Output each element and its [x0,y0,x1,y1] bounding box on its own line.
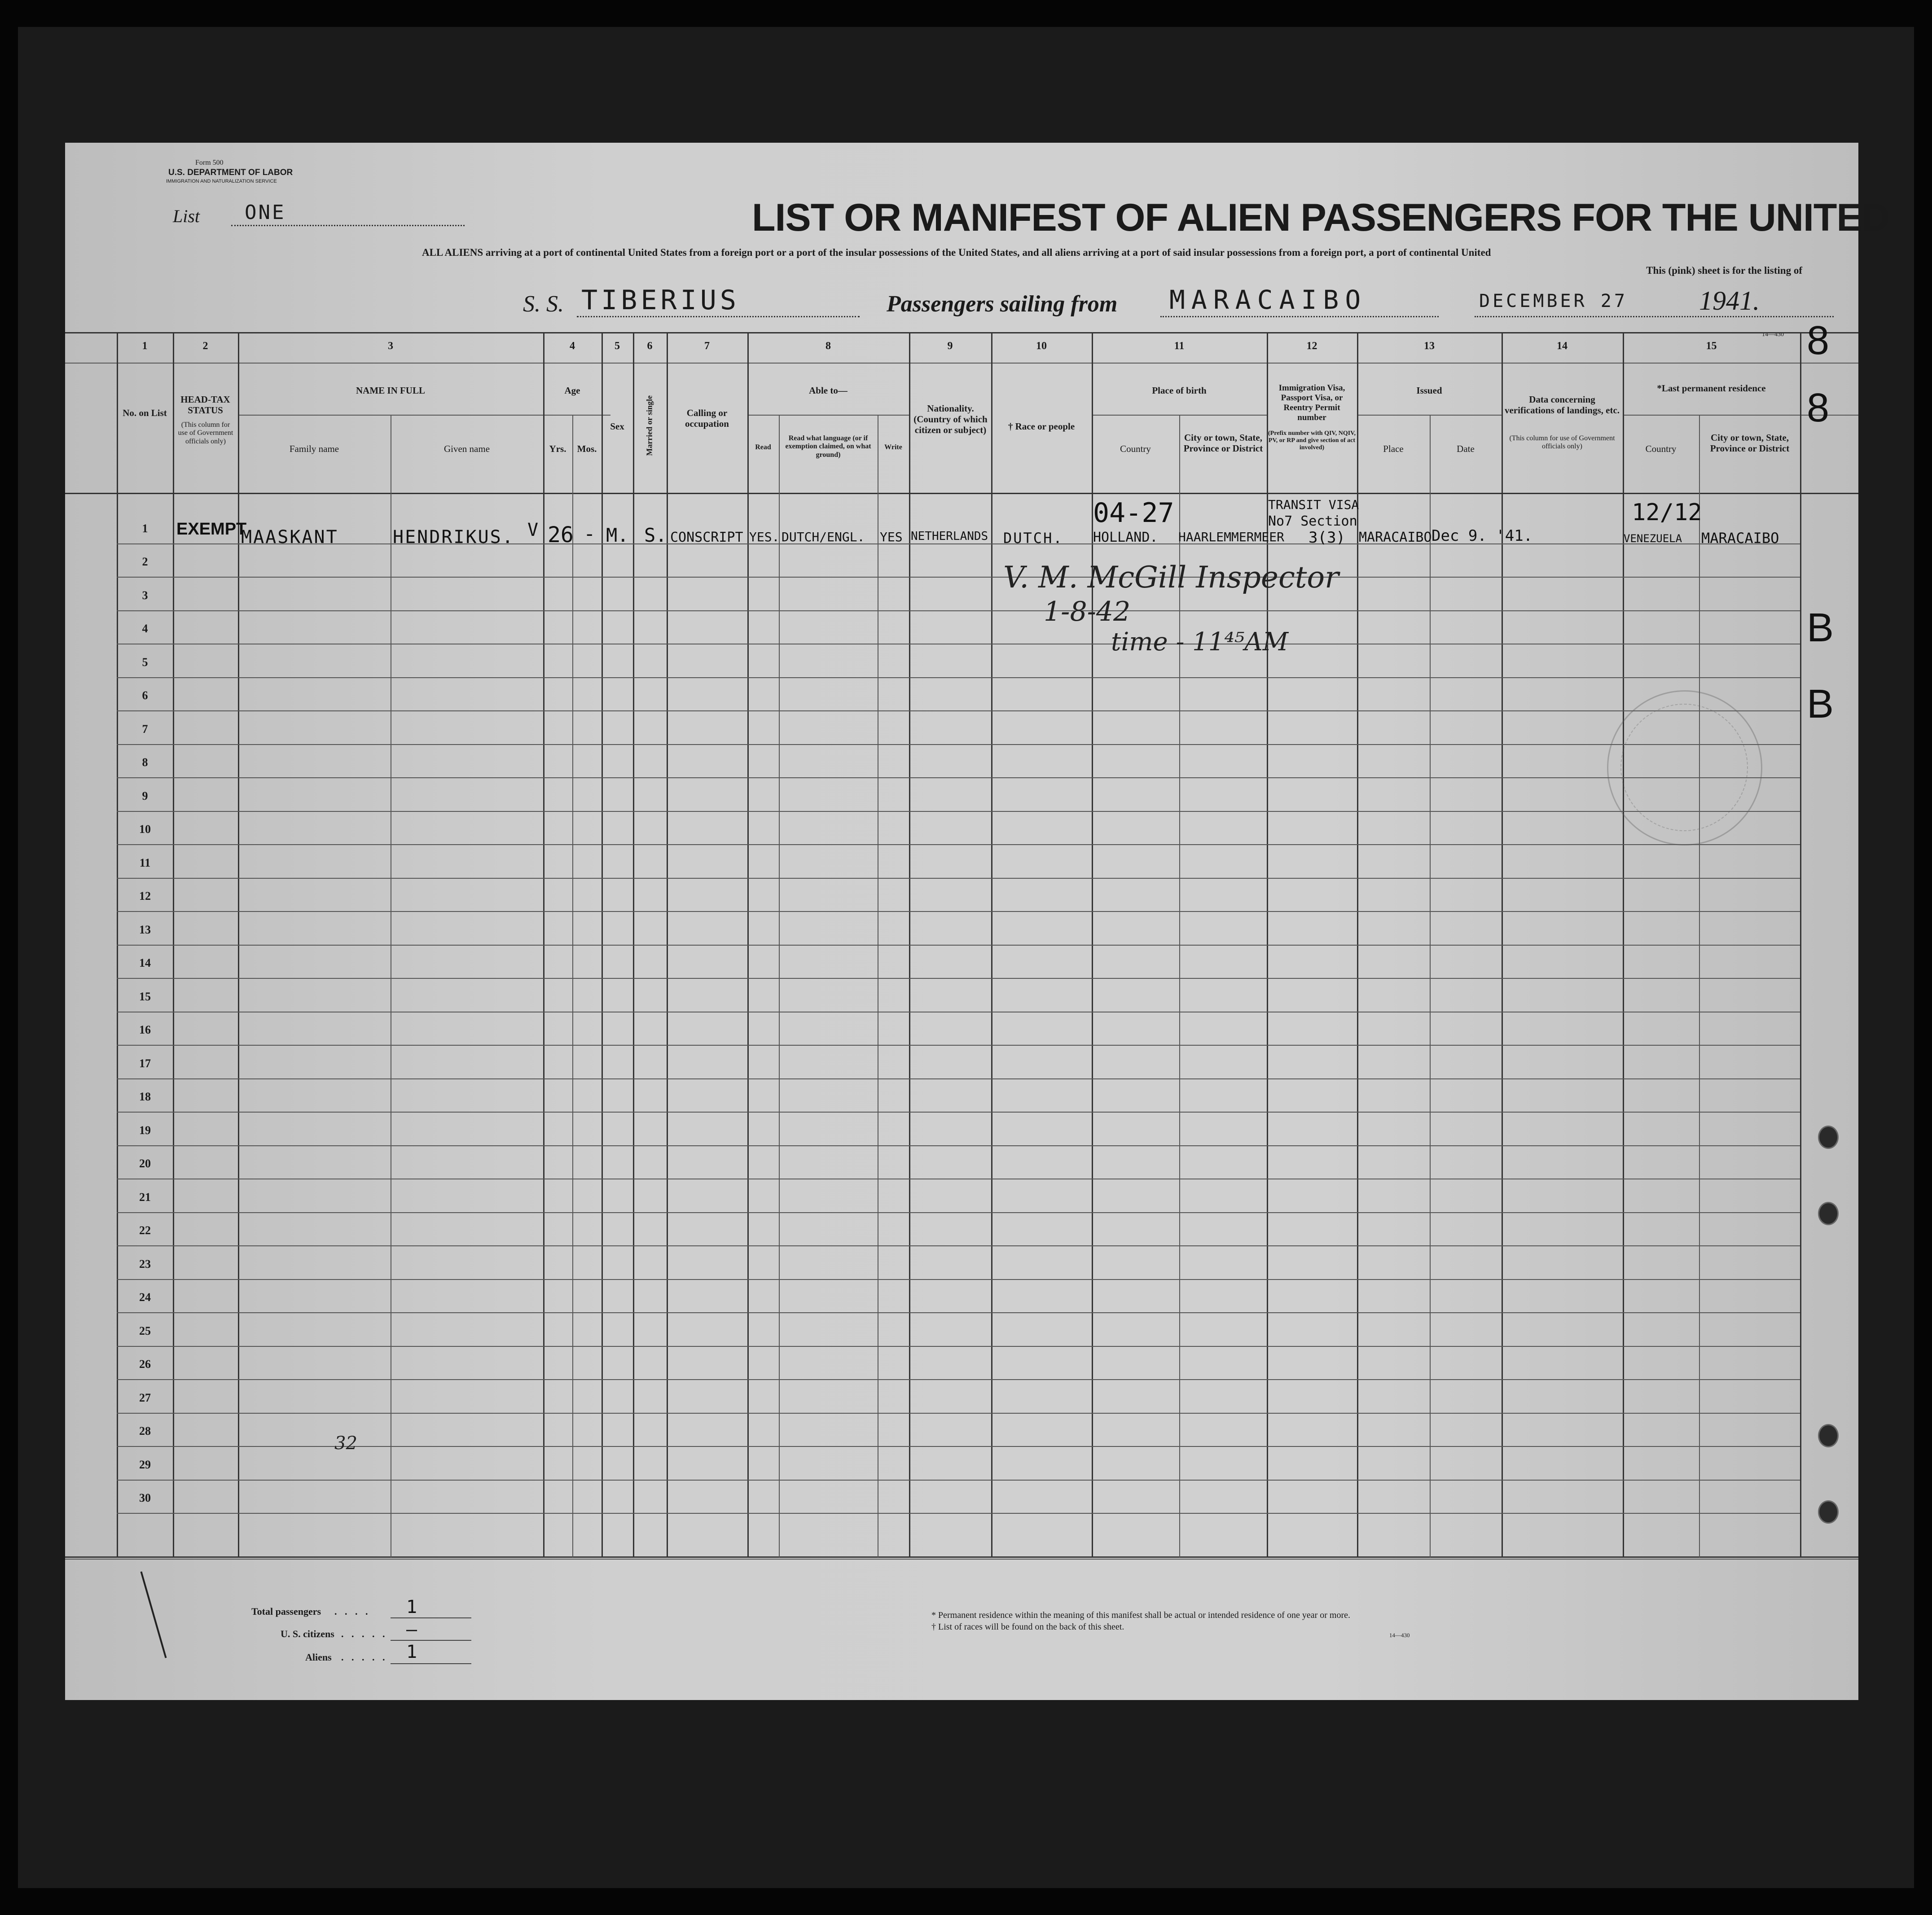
row-divider [117,1379,1800,1380]
hdr-birth-city: City or town, State, Province or District [1183,432,1263,454]
hdr-write: Write [884,443,902,451]
col-num-5: 5 [615,340,620,352]
sailing-date: DECEMBER 27 [1479,291,1628,311]
row-number: 25 [139,1324,151,1337]
footnote-code: 14—430 [1389,1632,1410,1639]
row-number: 21 [139,1190,151,1204]
row-number: 2 [142,555,148,568]
tab-mark-4: B [1807,682,1834,727]
us-citizens-label: U. S. citizens [281,1628,334,1639]
pink-sheet-note: This (pink) sheet is for the listing of [1646,265,1802,276]
tab-mark-3: B [1807,605,1834,650]
sailing-label: Passengers sailing from [887,291,1118,317]
row-number: 22 [139,1224,151,1237]
punch-hole [1818,1202,1839,1225]
row-number: 10 [139,823,151,836]
row-number: 16 [139,1023,151,1036]
page-mark: 32 [334,1433,357,1454]
entry-age-mos: - [584,522,596,545]
hdr-lr-city: City or town, State, Province or District [1710,432,1790,454]
punch-hole [1818,1500,1839,1524]
hdr-married: Married or single [645,395,654,456]
entry-nationality: NETHERLANDS [911,530,988,543]
row-divider [117,1112,1800,1113]
entry-visa-line2: No7 Section [1268,513,1357,529]
row-number: 15 [139,990,151,1003]
date-underline [1475,316,1834,317]
entry-race: DUTCH. [1003,530,1063,547]
row-number: 23 [139,1257,151,1271]
col-num-8: 8 [825,340,831,352]
list-number: ONE [245,201,286,224]
row-number: 26 [139,1358,151,1371]
hdr-read-language: Read what language (or if exemption claimed, on what ground) [785,434,871,459]
film-edge-right [1914,0,1932,1915]
hdr-read: Read [755,443,771,451]
entry-lr-country: VENEZUELA [1624,532,1682,545]
hdr-visa-note: (Prefix number with QIV, NQIV, PV, or RP and give section of act involved) [1268,430,1356,451]
form-code: 14—430 [1762,331,1784,338]
row-divider [117,878,1800,879]
col-num-9: 9 [947,340,953,352]
col-num-10: 10 [1036,340,1047,352]
entry-lr-city: MARACAIBO [1701,530,1779,547]
row-divider [117,777,1800,778]
row-number: 13 [139,923,151,936]
hdr-name-in-full: NAME IN FULL [356,385,425,396]
row-divider [117,1346,1800,1347]
row-number: 8 [142,756,148,769]
entry-birth-country: HOLLAND. [1093,530,1158,545]
film-edge-left [0,0,18,1915]
film-edge-bottom [0,1888,1932,1915]
row-number: 5 [142,655,148,669]
manifest-title: LIST OR MANIFEST OF ALIEN PASSENGERS FOR THE UNITED [752,196,1889,239]
sailing-port: MARACAIBO [1169,285,1367,315]
ship-label: S. S. [523,291,564,317]
department: U.S. DEPARTMENT OF LABOR [168,168,293,177]
tab-mark-1: 8 [1807,318,1830,363]
row-divider [117,1279,1800,1280]
row-divider [117,710,1800,711]
footnote-residence: * Permanent residence within the meaning of this manifest shall be actual or intended residence of one year or more. [931,1610,1351,1620]
hdr-family-name: Family name [289,443,339,454]
entry-sex: M. [606,524,629,546]
hdr-no-on-list: No. on List [123,408,167,418]
row-number: 29 [139,1458,151,1471]
entry-age-yrs: 26 [548,522,574,548]
row-number: 3 [142,588,148,602]
hdr-yrs: Yrs. [549,443,566,454]
hdr-issued-place: Place [1383,443,1404,454]
footnote-races: † List of races will be found on the back of this sheet. [931,1622,1124,1632]
form-number: Form 500 [195,159,224,167]
row-number: 17 [139,1056,151,1070]
row-number: 6 [142,689,148,702]
intro-text: ALL ALIENS arriving at a port of continental United States from a foreign port or a port of the insular possessions of the United States, and all aliens arriving at a port of said insular possessions from a foreign port, a port of continental United [422,247,1491,258]
entry-check-mark: V [527,520,539,540]
hdr-calling: Calling or occupation [685,408,729,429]
row-divider [117,811,1800,812]
entry-read: YES. [749,530,780,544]
hdr-race: † Race or people [1008,421,1075,432]
aliens-label: Aliens [305,1652,332,1663]
col-num-6: 6 [647,340,653,352]
col-num-3: 3 [388,340,393,352]
service-name: IMMIGRATION AND NATURALIZATION SERVICE [166,179,277,184]
hdr-visa: Immigration Visa, Passport Visa, or Reentry Permit number [1278,383,1345,422]
col-num-7: 7 [704,340,710,352]
punch-hole [1818,1126,1839,1149]
row-number: 12 [139,890,151,903]
entry-issued-date: Dec 9. '41. [1431,527,1533,545]
row-divider [117,978,1800,979]
row-divider [117,1078,1800,1079]
ship-underline [577,316,860,317]
row-number: 11 [139,856,151,869]
row-divider [117,1513,1800,1514]
row-divider [117,1312,1800,1313]
entry-visa-line3: 3(3) [1308,529,1345,547]
row-number: 27 [139,1391,151,1404]
ship-name: TIBERIUS [581,285,740,316]
list-label: List [173,206,200,226]
hdr-lr-country: Country [1645,443,1677,454]
col-num-4: 4 [570,340,575,352]
hdr-given-name: Given name [443,443,490,454]
row-divider [117,844,1800,845]
row-number: 30 [139,1491,151,1504]
row-divider [117,1480,1800,1481]
manifest-sheet: Form 500 U.S. DEPARTMENT OF LABOR IMMIGRATION AND NATURALIZATION SERVICE List ONE LIST OR MANIFEST OF ALIEN PASSENGERS FOR THE UNITED ALL ALIENS arriving at a port of continental United States from a foreign port or a port of the insular possessions of the United States, and all aliens arriving at a port of said insular possessions from a foreign port, a port of continental United This (pink) sheet is for the listing of S. S. TIBERIUS Passengers sailing from MARACAIBO DECEMBER 27 1941. 14—430 1 2 3 4 5 6 7 8 9 10 11 12 13 14 15 No. on List HEAD-TAX STATUS (This column for use of Government officials only) NAME IN FULL Family name Given name Age Yrs. Mos. Sex Married or single Calling or occupation Able to— Read Read what language (or if exemption claimed, on what ground) Write Nationality. (Country of which citizen or subject) † Race or people Place of birth Country City or town, State, Province or District Immigration Visa, Passport Visa, or Reentry Permit number (Prefix number with QIV, NQIV, PV, or RP and give section of act involved) Issued Place Date Data concerning verifications of landings, etc. (This column for use of Government officials only) *Last permanent residence Country City or town, State, Province or District 1 2 3 4 5 6 7 8 9 10 11 12 13 14 15 16 17 18 19 20 21 22 23 24 25 26 27 28 29 30 EXEMPT MAASKANT HENDRIKUS. V 26 - M. S. CONSCRIPT YES. DUTCH/ENGL. YES NETHERLANDS DUTCH. HOLLAND. HAARLEMMERMEER TRANSIT VISA No7 Section 3(3) MARACAIBO Dec 9. '41. VENEZUELA MARACAIBO 04-27 12/12 V. M. McGill Inspector 1-8-42 time - 11⁴⁵AM 32 Total passengers . . . . 1 U. S. citizens . . . . . — Aliens . . . . . 1 * Permanent residence within the meaning of this manifest shall be actual or intended residence of one year or more. † List of races will be found on the back of this sheet. 14—430 8 8 B B [65,143,1858,1700]
row-divider [117,1145,1800,1146]
hdr-birth-country: Country [1120,443,1151,454]
row-divider [117,1212,1800,1213]
col-num-12: 12 [1306,340,1317,352]
row-divider [117,610,1800,611]
row-divider [117,744,1800,745]
entry-language: DUTCH/ENGL. [782,530,865,544]
row-number: 20 [139,1157,151,1170]
row-divider [117,1245,1800,1246]
hdr-able-to: Able to— [809,385,847,396]
row-divider [117,1446,1800,1447]
hdr-issued-date: Date [1457,443,1475,454]
hdr-sex: Sex [610,421,624,432]
col-num-13: 13 [1424,340,1435,352]
row-divider [117,1413,1800,1414]
col-num-14: 14 [1557,340,1568,352]
annotation-code: 04-27 [1093,497,1174,529]
row-number: 1 [142,521,148,535]
row-number: 28 [139,1424,151,1437]
col-num-15: 15 [1706,340,1717,352]
hdr-data-note: (This column for use of Government officials only) [1509,434,1615,451]
total-passengers: 1 [406,1597,417,1617]
row-number: 24 [139,1291,151,1304]
hdr-age: Age [564,385,580,396]
us-citizens: — [406,1619,417,1640]
row-number: 14 [139,956,151,969]
entry-given-name: HENDRIKUS. [393,527,514,548]
entry-issued-place: MARACAIBO [1359,530,1432,545]
row-number: 4 [142,622,148,635]
aliens-count: 1 [406,1642,417,1662]
row-number: 19 [139,1123,151,1137]
inspector-date: 1-8-42 [1044,596,1131,627]
hdr-head-tax: HEAD-TAX STATUS [180,394,230,416]
sailing-year: 1941. [1699,286,1760,316]
col-num-1: 1 [142,340,148,352]
hdr-data-concerning: Data concerning verifications of landings, etc. [1504,394,1620,416]
row-divider [117,911,1800,912]
annotation-lr: 12/12 [1632,499,1702,526]
entry-married: S. [644,524,667,546]
hdr-head-tax-note: (This column for use of Government officials only) [178,421,233,445]
port-underline [1160,316,1439,317]
row-divider [117,543,1800,544]
hdr-place-of-birth: Place of birth [1152,385,1207,396]
embossed-seal-inner [1620,704,1748,831]
row-number: 18 [139,1090,151,1103]
row-divider [117,677,1800,678]
hdr-last-residence: *Last permanent residence [1657,383,1766,394]
punch-hole [1818,1424,1839,1447]
col-num-11: 11 [1174,340,1185,352]
entry-occupation: CONSCRIPT [670,530,743,545]
entry-visa-line1: TRANSIT VISA [1268,497,1359,512]
row-divider [117,1045,1800,1046]
row-number: 7 [142,722,148,736]
row-divider [117,945,1800,946]
col-num-2: 2 [202,340,208,352]
inspector-time: time - 11⁴⁵AM [1111,627,1289,657]
total-passengers-label: Total passengers [251,1606,321,1617]
hdr-mos: Mos. [577,443,597,454]
film-edge-top [0,0,1932,27]
row-divider [117,577,1800,578]
list-underline [231,225,465,226]
entry-write: YES [880,530,903,544]
row-number: 9 [142,789,148,802]
hdr-nationality: Nationality. (Country of which citizen or subject) [913,403,988,436]
entry-family-name: MAASKANT [241,527,338,548]
tab-mark-2: 8 [1807,386,1830,430]
entry-head-tax: EXEMPT [176,520,247,539]
hdr-issued: Issued [1416,385,1442,396]
entry-birth-city: HAARLEMMERMEER [1178,530,1285,544]
inspector-signature: V. M. McGill Inspector [1003,560,1339,595]
